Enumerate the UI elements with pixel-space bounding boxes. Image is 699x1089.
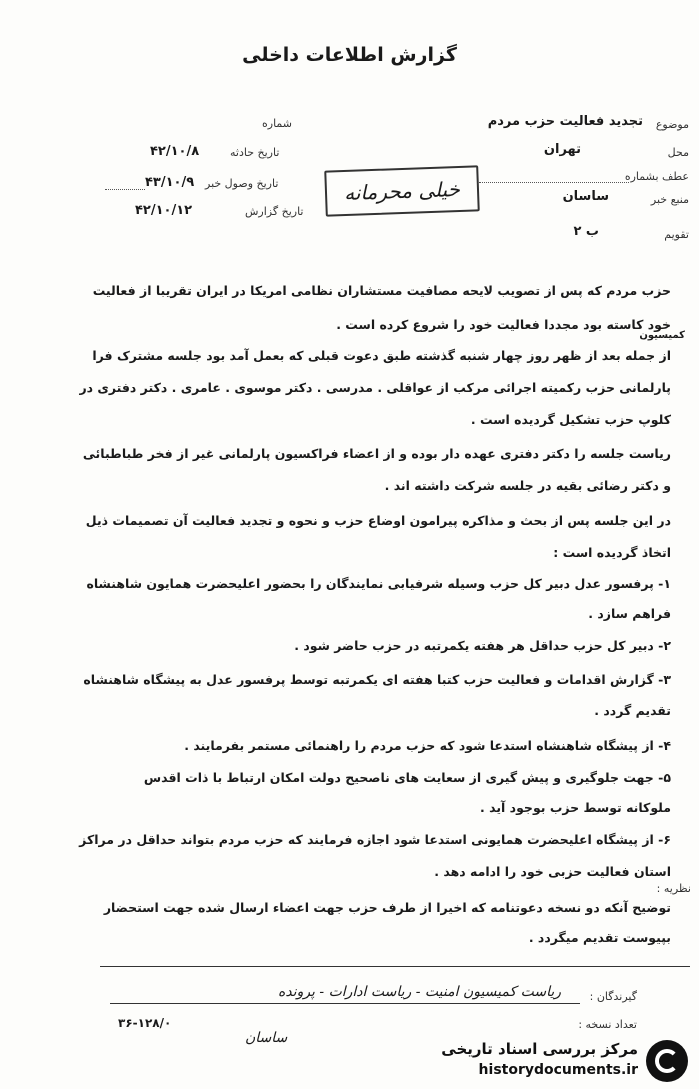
note-line-2: بپیوست تقدیم میگردد . (528, 930, 671, 945)
watermark-logo (410, 1038, 688, 1084)
subject-value: تجدید فعالیت حزب مردم (487, 114, 643, 129)
paragraph-4-line-1: در این جلسه پس از بحث و مذاکره پیرامون اوضاع حزب و نحوه و تجدید فعالیت آن تصمیمات ذیل (85, 513, 671, 528)
confidential-stamp: خیلی محرمانه (324, 165, 480, 216)
location-label: محل (667, 146, 689, 159)
item-2: ۲- دبیر کل حزب حداقل هر هفته یکمرتبه در حزب حاضر شود . (294, 638, 671, 653)
item-3-line-1: ۳- گزارش اقدامات و فعالیت حزب کتبا هفته ای یکمرتبه توسط پرفسور عدل به پیشگاه شاهنشاه (83, 672, 671, 687)
source-label: منبع خبر (650, 193, 689, 206)
paragraph-1-line-1: حزب مردم که پس از تصویب لایحه مصافیت مستشاران نظامی امریکا در ایران تقریبا از فعالیت (92, 283, 671, 298)
item-3-line-2: تقدیم گردد . (594, 703, 671, 718)
receipt-date-value: ۴۳/۱۰/۹ (145, 175, 195, 190)
attach-number-label: عطف بشماره (624, 170, 689, 183)
paragraph-1-line-2: خود کاسته بود مجددا فعالیت خود را شروع کرده است . (336, 317, 671, 332)
source-value: ساسان (562, 189, 609, 204)
item-1-line-1: ۱- پرفسور عدل دبیر کل حزب وسیله شرفیابی نمایندگان را بحضور اعلیحضرت همایون شاهنشاه (86, 576, 671, 591)
item-4: ۴- از پیشگاه شاهنشاه استدعا شود که حزب مردم را راهنمائی مستمر بفرمایند . (184, 738, 671, 753)
report-date-label: تاریخ گزارش (245, 205, 304, 218)
item-6-line-1: ۶- از پیشگاه اعلیحضرت همایونی استدعا شود اجازه فرمایند که حزب مردم بتواند حداقل در مراکز (79, 832, 671, 847)
logo-text-fa: مرکز بررسی اسناد تاریخی (441, 1040, 638, 1058)
recipients-line (110, 1003, 580, 1004)
item-5-line-2: ملوکانه توسط حزب بوجود آید . (480, 800, 671, 815)
file-number: ۳۶-۱۲۸/۰ (118, 1016, 172, 1030)
subject-label: موضوع (655, 118, 689, 131)
logo-text-en: historydocuments.ir (478, 1062, 638, 1078)
margin-note: کمیسیون (639, 330, 685, 341)
recipients-label: گیرندگان : (589, 990, 637, 1003)
event-date-value: ۴۲/۱۰/۸ (150, 144, 200, 159)
item-6-line-2: استان فعالیت حزبی خود را ادامه دهد . (434, 864, 671, 879)
receipt-date-label: تاریخ وصول خبر (205, 177, 279, 190)
receipt-date-dots (105, 189, 145, 190)
footer-divider (100, 966, 690, 967)
paragraph-2-line-2: پارلمانی حزب رکمیته اجرائی مرکب از عواقلی . مدرسی . دکتر موسوی . عامری . دکتر دفتری در (79, 380, 671, 395)
document-title: گزارش اطلاعات داخلی (242, 44, 457, 66)
copies-label: تعداد نسخه : (578, 1018, 637, 1031)
item-1-line-2: فراهم سازد . (588, 606, 671, 621)
opinion-label: نظریه : (656, 882, 691, 895)
rating-label: تقویم (664, 228, 689, 241)
paragraph-4-line-2: اتخاذ گردیده است : (553, 545, 671, 560)
rating-value: ب ۲ (573, 224, 599, 239)
item-5-line-1: ۵- جهت جلوگیری و پیش گیری از سعایت های ناصحیح دولت امکان ارتباط با ذات اقدس (143, 770, 671, 785)
paragraph-3-line-2: و دکتر رضائی بقیه در جلسه شرکت داشته اند . (384, 478, 671, 493)
signature: ساسان (245, 1030, 288, 1046)
paragraph-2-line-3: کلوپ حزب تشکیل گردیده است . (470, 412, 671, 427)
attach-number-line (479, 182, 629, 183)
event-date-label: تاریخ حادثه (230, 146, 280, 159)
paragraph-3-line-1: ریاست جلسه را دکتر دفتری عهده دار بوده و از اعضاء فراکسیون پارلمانی غیر از فخر طباطبائی (82, 446, 671, 461)
logo-emblem-icon (646, 1040, 688, 1082)
location-value: تهران (543, 142, 581, 157)
note-line-1: توضیح آنکه دو نسخه دعوتنامه که اخیرا از طرف حزب جهت اعضاء ارسال شده جهت استحضار (103, 900, 671, 915)
report-date-value: ۴۲/۱۰/۱۲ (135, 203, 193, 218)
number-label: شماره (262, 117, 293, 130)
recipients-value: ریاست کمیسیون امنیت - ریاست ادارات - پرونده (277, 984, 561, 1000)
paragraph-2-line-1: از جمله بعد از ظهر روز چهار شنبه گذشته طبق دعوت قبلی که بعمل آمد بود جلسه مشترک فرا (92, 348, 671, 363)
